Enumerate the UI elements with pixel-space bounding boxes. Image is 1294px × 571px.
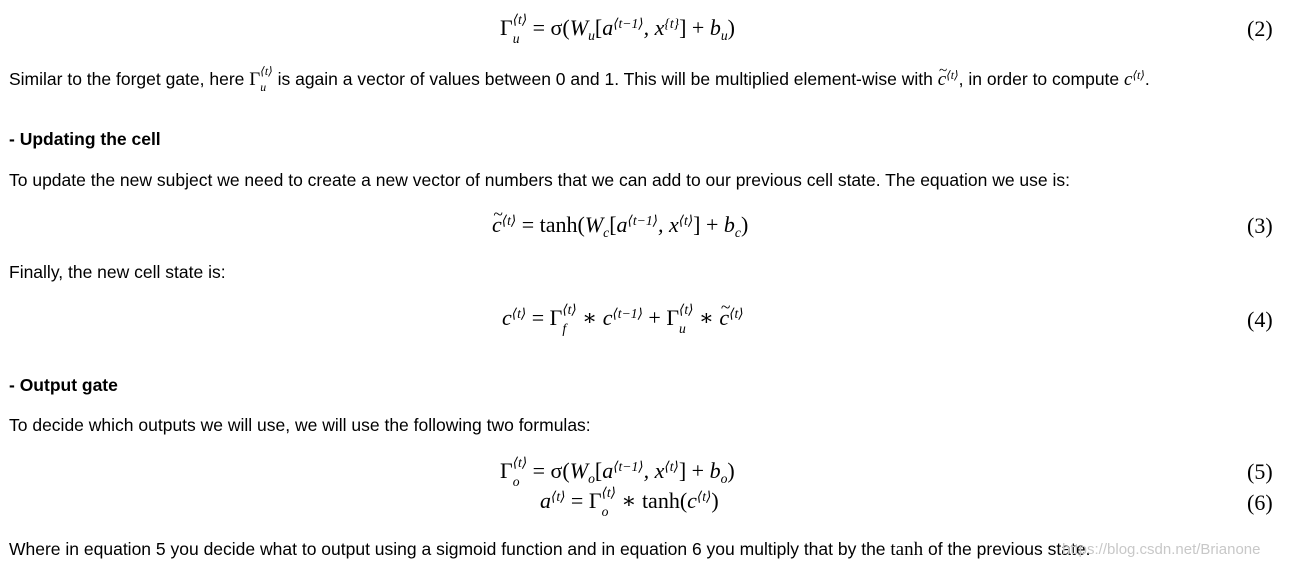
equation-6: $a^{⟨t⟩} = \Gamma$ ⟨t⟩ o ∗ $\tanh(c^{⟨t⟩})$: [540, 484, 719, 519]
equation-number-3: (3): [1247, 213, 1273, 238]
section-heading-output-gate: - Output gate: [9, 375, 118, 395]
equation-3: ~ $c^{⟨t⟩} = \tanh(W_c[a^{⟨t-1⟩}$, $x^{⟨t⟩}] + b_c$): [492, 211, 748, 242]
paragraph-equation-explanation: Where in equation 5 you decide what to output using a sigmoid function and in equation 6 you multiply that by the tanh of the previous state.: [9, 539, 1091, 560]
paragraph-new-cell-state: Finally, the new cell state is:: [9, 262, 226, 282]
equation-4: $c^{⟨t⟩} = \Gamma$ ⟨t⟩ f ∗ $c^{⟨t-1⟩} + \Gamma$ ⟨t⟩ u ∗ ~ $c^{⟨t⟩}$: [502, 304, 744, 335]
paragraph-gate-description: Similar to the forget gate, here Γ ⟨t⟩ u is again a vector of values between 0 and 1. This will be multiplied element-wise with ~ $c^{⟨t⟩}$, in order to compute $c^{⟨t⟩}$.: [9, 68, 1150, 93]
equation-number-5: (5): [1247, 459, 1273, 484]
equation-number-6: (6): [1247, 490, 1273, 515]
equation-5: Γ ⟨t⟩ o = $\sigma(W_o[a^{⟨t-1⟩}$, $x^{⟨t⟩}] + b_o$): [500, 454, 735, 489]
paragraph-output-description: To decide which outputs we will use, we will use the following two formulas:: [9, 415, 591, 435]
equation-number-4: (4): [1247, 307, 1273, 332]
paragraph-update-description: To update the new subject we need to create a new vector of numbers that we can add to our previous cell state. The equation we use is:: [9, 170, 1071, 190]
watermark-text: https://blog.csdn.net/Brianone: [1062, 541, 1261, 558]
equation-number-2: (2): [1247, 16, 1273, 41]
section-heading-updating-cell: - Updating the cell: [9, 129, 161, 149]
equation-2: Γ ⟨t⟩ u = $\sigma(W_u[a^{⟨t-1⟩}$, $x^{\{t\}}] + b_u$): [500, 11, 735, 46]
